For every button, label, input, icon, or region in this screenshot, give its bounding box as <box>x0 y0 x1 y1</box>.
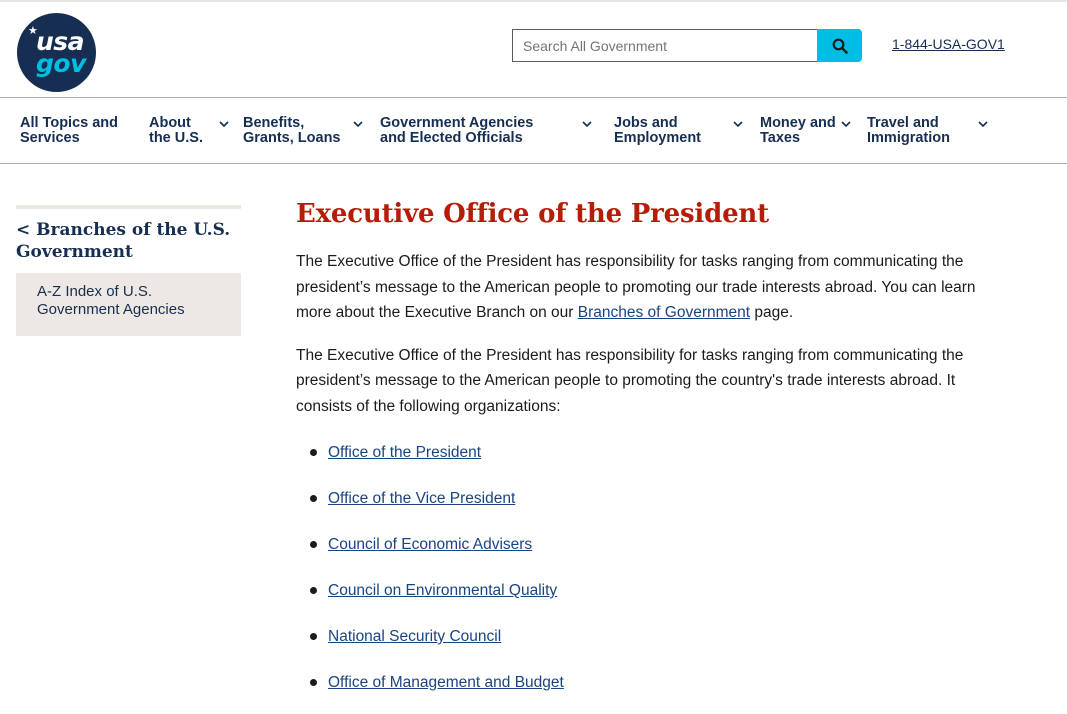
star-icon: ★ <box>28 25 38 37</box>
nav-travel[interactable] <box>867 98 997 163</box>
nav-label: Jobs and Employment <box>614 114 702 146</box>
chevron-down-icon <box>352 118 364 130</box>
main-content <box>296 196 1006 714</box>
list-item <box>310 486 1006 532</box>
logo-text-usa: usa <box>36 27 85 56</box>
nav-jobs[interactable] <box>614 98 749 163</box>
sidebar <box>16 205 241 336</box>
intro-text: The Executive Office of the President has responsibility for tasks ranging from communicating the president’s message to the American people to promoting our trade interests abroad. You can learn more about the Executive Branch on our <box>296 253 976 321</box>
nav-label: Travel and Immigration <box>867 114 950 146</box>
org-link-office-of-the-vice-president[interactable]: Office of the Vice President <box>328 490 516 507</box>
list-item <box>310 578 1006 624</box>
top-border <box>0 0 1067 2</box>
chevron-down-icon <box>218 118 230 130</box>
org-link-council-of-economic-advisers[interactable]: Council of Economic Advisers <box>328 536 533 553</box>
chevron-down-icon <box>581 118 593 130</box>
bullet-icon <box>310 587 317 594</box>
search-input[interactable] <box>513 30 818 61</box>
bullet-icon <box>310 495 317 502</box>
sidebar-item-az-index[interactable]: A-Z Index of U.S. Government Agencies <box>16 273 241 336</box>
org-link-office-of-the-president[interactable]: Office of the President <box>328 444 482 461</box>
list-item <box>310 670 1006 714</box>
chevron-down-icon <box>732 118 744 130</box>
logo-text-gov: gov <box>36 49 86 78</box>
org-link-national-security-council[interactable]: National Security Council <box>328 628 502 645</box>
branches-of-government-link[interactable]: Branches of Government <box>577 304 751 321</box>
nav-government-agencies[interactable] <box>380 98 600 163</box>
nav-label: Benefits, Grants, Loans <box>243 114 341 146</box>
chevron-down-icon <box>840 118 852 130</box>
main-navigation <box>0 97 1067 164</box>
nav-all-topics[interactable] <box>20 98 135 163</box>
usagov-logo[interactable] <box>17 13 96 92</box>
list-item <box>310 532 1006 578</box>
bullet-icon <box>310 633 317 640</box>
org-link-council-on-environmental-quality[interactable]: Council on Environmental Quality <box>328 582 558 599</box>
intro-paragraph <box>296 249 1006 326</box>
sidebar-back-link[interactable]: < Branches of the U.S. Government <box>16 220 231 262</box>
search-field[interactable] <box>512 29 818 62</box>
org-link-office-of-management-and-budget[interactable]: Office of Management and Budget <box>328 674 564 691</box>
bullet-icon <box>310 541 317 548</box>
intro-text-end: page. <box>750 304 794 321</box>
bullet-icon <box>310 449 317 456</box>
nav-label: Government Agencies and Elected Officials <box>380 114 534 146</box>
nav-label: Money and Taxes <box>760 114 836 146</box>
nav-label: About the U.S. <box>149 114 203 146</box>
nav-benefits[interactable] <box>243 98 368 163</box>
nav-about-us[interactable] <box>149 98 239 163</box>
phone-link[interactable]: 1-844-USA-GOV1 <box>892 36 1005 52</box>
page-title: Executive Office of the President <box>296 199 769 229</box>
bullet-icon <box>310 679 317 686</box>
nav-label: All Topics and Services <box>20 114 119 146</box>
chevron-down-icon <box>977 118 989 130</box>
nav-money-taxes[interactable] <box>760 98 860 163</box>
organizations-paragraph: The Executive Office of the President has responsibility for tasks ranging from communicating the president’s message to the American people to promoting the country's trade interests abroad. It consists of the following organizations: <box>296 346 964 415</box>
list-item <box>310 440 1006 486</box>
search-button[interactable] <box>817 29 862 62</box>
organizations-list <box>310 440 1006 714</box>
search-icon <box>832 38 848 54</box>
list-item <box>310 624 1006 670</box>
